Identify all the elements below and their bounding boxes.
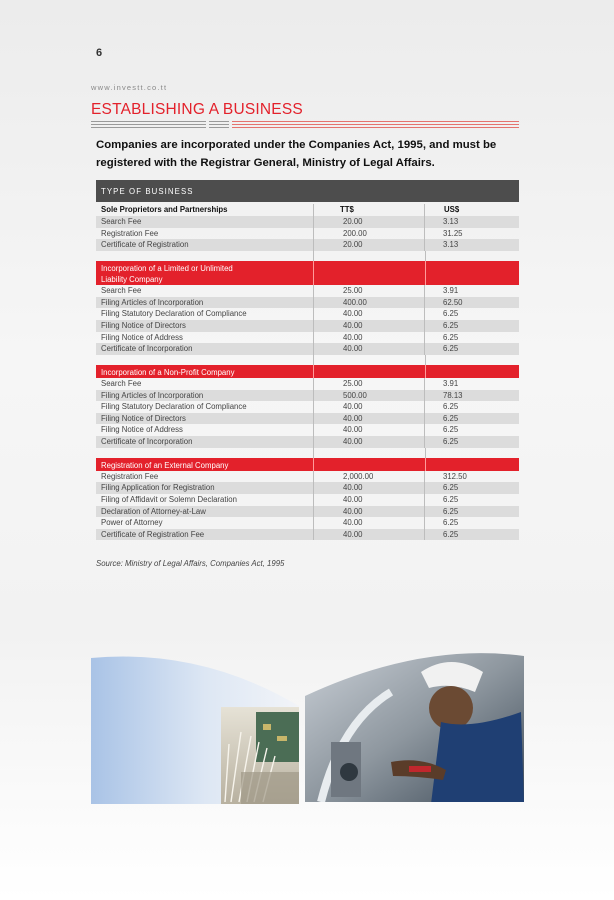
fee-usd: 3.13 bbox=[424, 216, 519, 228]
title-rule-grey-short bbox=[209, 121, 229, 130]
fee-ttd: 500.00 bbox=[313, 390, 424, 402]
fee-label: Filing Articles of Incorporation bbox=[101, 297, 204, 307]
fee-usd: 78.13 bbox=[424, 390, 519, 402]
website-url: www.investt.co.tt bbox=[91, 83, 168, 92]
fee-usd: 31.25 bbox=[424, 228, 519, 240]
lab-technician-photo bbox=[305, 652, 524, 804]
fee-usd: 6.25 bbox=[424, 494, 519, 506]
fee-usd: 6.25 bbox=[424, 332, 519, 344]
fee-label: Filing Notice of Directors bbox=[101, 320, 186, 330]
fee-label: Search Fee bbox=[101, 378, 142, 388]
table-row bbox=[96, 529, 519, 541]
fee-table bbox=[96, 180, 519, 540]
fee-ttd: 40.00 bbox=[313, 436, 424, 448]
fiber-optics-photo bbox=[91, 652, 299, 804]
fee-ttd: 25.00 bbox=[313, 285, 424, 297]
section-heading-line1: Incorporation of a Limited or Unlimited bbox=[101, 263, 233, 273]
fee-usd: 6.25 bbox=[424, 424, 519, 436]
fee-usd: 6.25 bbox=[424, 320, 519, 332]
title-rule-red bbox=[232, 121, 519, 130]
table-spacer bbox=[96, 448, 519, 458]
table-row bbox=[96, 401, 519, 413]
fee-usd: 6.25 bbox=[424, 517, 519, 529]
sole-proprietors-heading-row bbox=[96, 204, 519, 216]
fee-label: Registration Fee bbox=[101, 228, 159, 238]
fee-ttd: 40.00 bbox=[313, 494, 424, 506]
fee-label: Power of Attorney bbox=[101, 518, 163, 528]
table-row bbox=[96, 378, 519, 390]
fee-usd: 6.25 bbox=[424, 308, 519, 320]
fee-ttd: 40.00 bbox=[313, 424, 424, 436]
fee-label: Search Fee bbox=[101, 286, 142, 296]
section-heading-non-profit bbox=[96, 365, 519, 378]
column-heading-usd: US$ bbox=[424, 204, 519, 216]
source-note: Source: Ministry of Legal Affairs, Companies Act, 1995 bbox=[96, 559, 285, 568]
table-row bbox=[96, 343, 519, 355]
table-row bbox=[96, 413, 519, 425]
fee-label: Registration Fee bbox=[101, 471, 159, 481]
table-row bbox=[96, 285, 519, 297]
fee-label: Filing Articles of Incorporation bbox=[101, 390, 204, 400]
fee-usd: 3.91 bbox=[424, 285, 519, 297]
sole-proprietors-title: Sole Proprietors and Partnerships bbox=[101, 205, 228, 214]
fee-label: Filing Notice of Directors bbox=[101, 413, 186, 423]
fee-label: Filing Notice of Address bbox=[101, 425, 183, 435]
fee-usd: 312.50 bbox=[424, 471, 519, 483]
section-heading-line2: Liability Company bbox=[101, 274, 163, 284]
fee-label: Search Fee bbox=[101, 217, 142, 226]
table-row bbox=[96, 390, 519, 402]
table-row bbox=[96, 308, 519, 320]
table-spacer bbox=[96, 251, 519, 261]
fee-ttd: 40.00 bbox=[313, 529, 424, 541]
fee-label: Certificate of Incorporation bbox=[101, 344, 193, 354]
fee-ttd: 40.00 bbox=[313, 308, 424, 320]
section-heading-external-company bbox=[96, 458, 519, 471]
table-row bbox=[96, 494, 519, 506]
section-title: ESTABLISHING A BUSINESS bbox=[91, 101, 303, 118]
fee-label: Filing of Affidavit or Solemn Declaration bbox=[101, 494, 237, 504]
table-row bbox=[96, 239, 519, 251]
fee-usd: 6.25 bbox=[424, 401, 519, 413]
fee-ttd: 2,000.00 bbox=[313, 471, 424, 483]
fee-usd: 6.25 bbox=[424, 413, 519, 425]
table-row bbox=[96, 436, 519, 448]
column-heading-ttd: TT$ bbox=[313, 204, 424, 216]
title-rule-grey bbox=[91, 121, 206, 130]
fee-label: Filing Notice of Address bbox=[101, 332, 183, 342]
fee-usd: 6.25 bbox=[424, 436, 519, 448]
fee-label: Certificate of Incorporation bbox=[101, 436, 193, 446]
table-spacer bbox=[96, 355, 519, 365]
table-row bbox=[96, 482, 519, 494]
fee-ttd: 40.00 bbox=[313, 517, 424, 529]
fee-label: Certificate of Registration Fee bbox=[101, 529, 205, 539]
fee-usd: 6.25 bbox=[424, 529, 519, 541]
fee-ttd: 40.00 bbox=[313, 320, 424, 332]
fee-ttd: 20.00 bbox=[313, 239, 424, 251]
fee-ttd: 25.00 bbox=[313, 378, 424, 390]
table-row bbox=[96, 506, 519, 518]
table-row bbox=[96, 297, 519, 309]
fee-ttd: 40.00 bbox=[313, 401, 424, 413]
fee-ttd: 40.00 bbox=[313, 482, 424, 494]
intro-paragraph: Companies are incorporated under the Companies Act, 1995, and must be registered with the Registrar General, Ministry of Legal Affairs. bbox=[96, 139, 497, 169]
photo-strip bbox=[91, 652, 524, 804]
fee-usd: 6.25 bbox=[424, 343, 519, 355]
table-row bbox=[96, 228, 519, 240]
table-row bbox=[96, 320, 519, 332]
fee-label: Declaration of Attorney-at-Law bbox=[101, 506, 206, 516]
fee-usd: 3.91 bbox=[424, 378, 519, 390]
fee-usd: 62.50 bbox=[424, 297, 519, 309]
section-heading-text: Registration of an External Company bbox=[101, 460, 229, 470]
table-row bbox=[96, 216, 519, 228]
table-row bbox=[96, 332, 519, 344]
page-number: 6 bbox=[96, 47, 103, 59]
fee-ttd: 40.00 bbox=[313, 343, 424, 355]
fee-ttd: 40.00 bbox=[313, 332, 424, 344]
fee-ttd: 400.00 bbox=[313, 297, 424, 309]
table-row bbox=[96, 424, 519, 436]
fee-ttd: 40.00 bbox=[313, 413, 424, 425]
fee-label: Filing Statutory Declaration of Compliance bbox=[101, 309, 247, 319]
fee-usd: 6.25 bbox=[424, 506, 519, 518]
fee-usd: 3.13 bbox=[424, 239, 519, 251]
fee-label: Certificate of Registration bbox=[101, 240, 189, 250]
fee-usd: 6.25 bbox=[424, 482, 519, 494]
table-row bbox=[96, 471, 519, 483]
fee-ttd: 40.00 bbox=[313, 506, 424, 518]
fee-label: Filing Application for Registration bbox=[101, 483, 215, 493]
fee-label: Filing Statutory Declaration of Compliance bbox=[101, 402, 247, 412]
section-heading-limited-liability bbox=[96, 261, 519, 285]
fee-ttd: 20.00 bbox=[313, 216, 424, 228]
section-heading-text: Incorporation of a Non-Profit Company bbox=[101, 367, 235, 377]
table-row bbox=[96, 517, 519, 529]
table-header: TYPE OF BUSINESS bbox=[96, 180, 519, 202]
fee-ttd: 200.00 bbox=[313, 228, 424, 240]
